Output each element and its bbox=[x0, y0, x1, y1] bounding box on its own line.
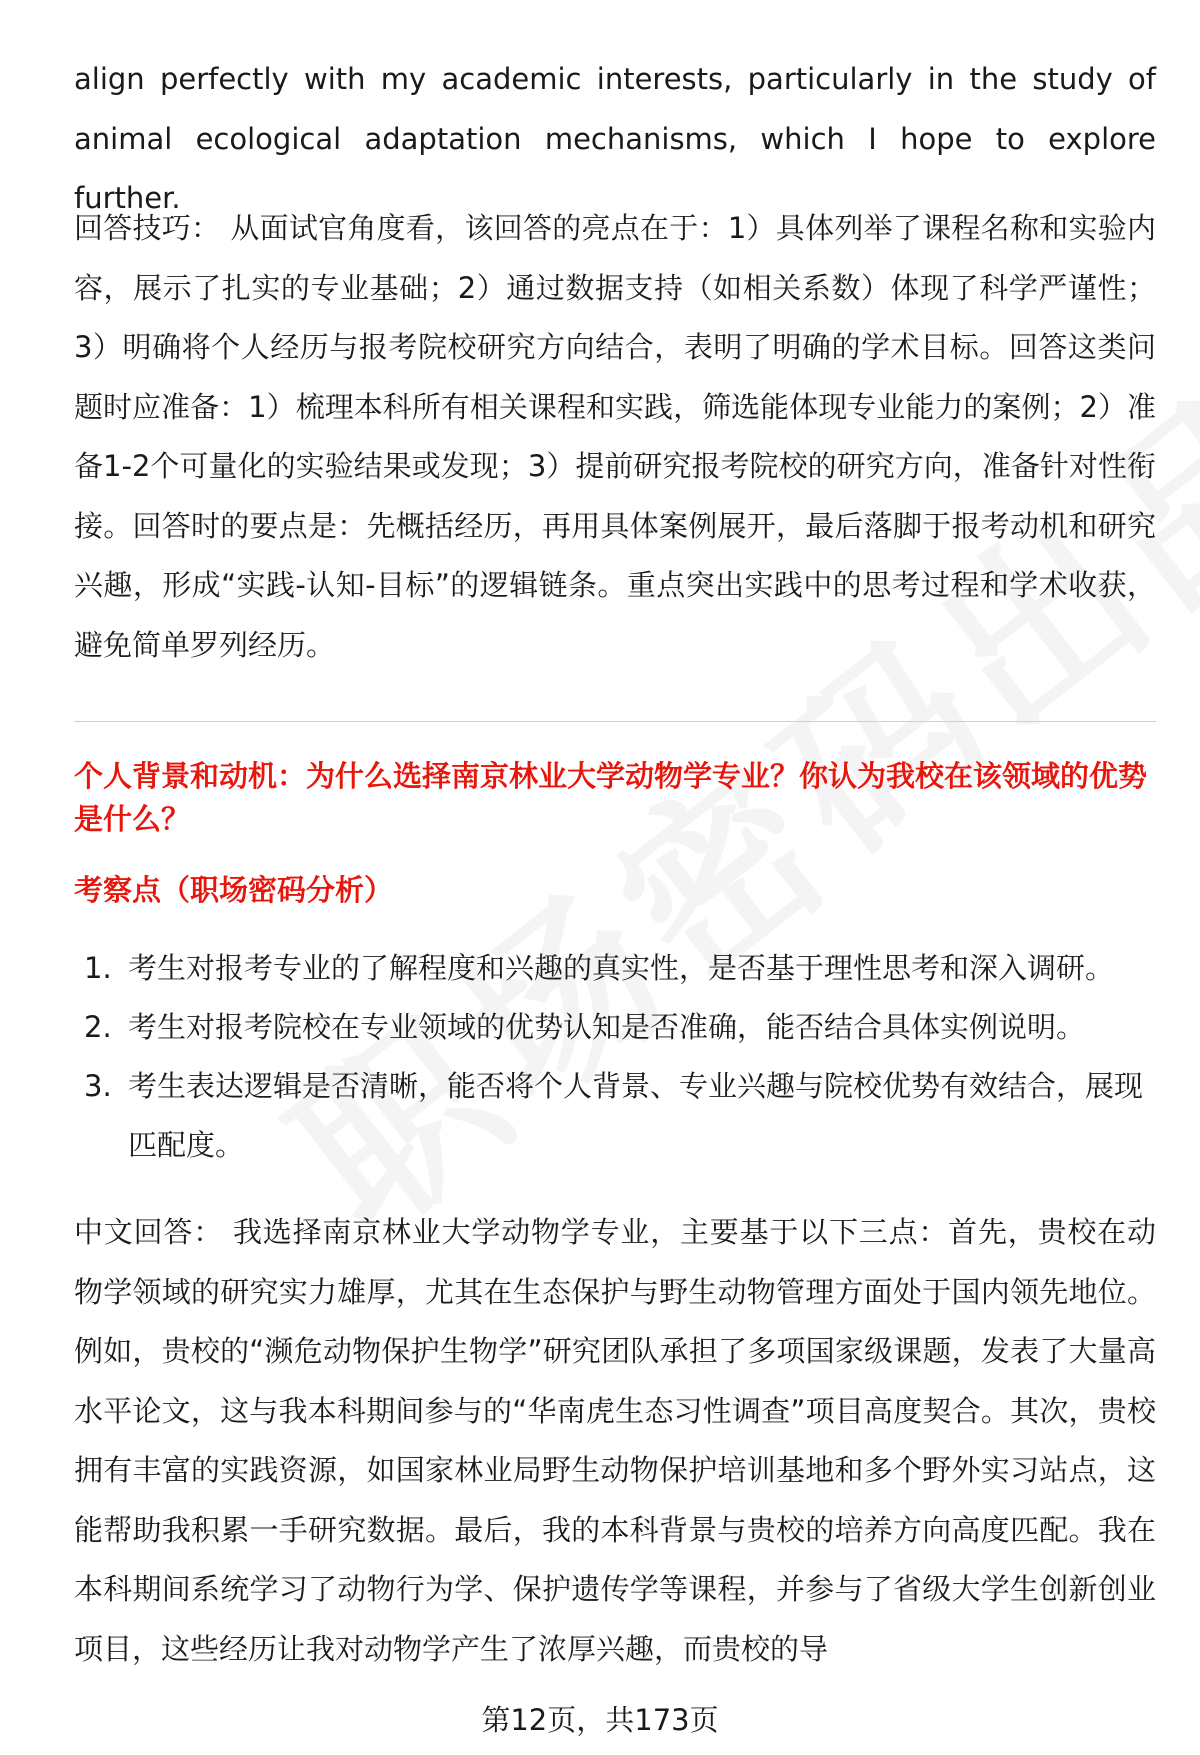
answer-tips-label: 回答技巧： bbox=[74, 211, 221, 245]
list-item-text: 考生表达逻辑是否清晰，能否将个人背景、专业兴趣与院校优势有效结合，展现匹配度。 bbox=[128, 1069, 1144, 1162]
page-number-footer: 第12页，共173页 bbox=[481, 1703, 719, 1737]
list-item bbox=[74, 998, 1156, 1057]
list-item-text: 考生对报考专业的了解程度和兴趣的真实性，是否基于理性思考和深入调研。 bbox=[128, 951, 1115, 985]
section-divider bbox=[74, 721, 1156, 722]
answer-tips-paragraph bbox=[74, 199, 1156, 675]
answer-tips-text: 从面试官角度看，该回答的亮点在于：1）具体列举了课程名称和实验内容，展示了扎实的专业基础；2）通过数据支持（如相关系数）体现了科学严谨性；3）明确将个人经历与报考院校研究方向结合，表明了明确的学术目标。回答这类问题时应准备：1）梳理本科所有相关课程和实践，筛选能体现专业能力的案例；2）准备1-2个可量化的实验结果或发现；3）提前研究报考院校的研究方向，准备针对性衔接。回答时的要点是：先概括经历，再用具体案例展开，最后落脚于报考动机和研究兴趣，形成“实践-认知-目标”的逻辑链条。重点突出实践中的思考过程和学术收获，避免简单罗列经历。 bbox=[74, 211, 1156, 662]
chinese-answer-paragraph bbox=[74, 1203, 1156, 1679]
chinese-answer-text: 我选择南京林业大学动物学专业，主要基于以下三点：首先，贵校在动物学领域的研究实力雄厚，尤其在生态保护与野生动物管理方面处于国内领先地位。例如，贵校的“濒危动物保护生物学”研究团队承担了多项国家级课题，发表了大量高水平论文，这与我本科期间参与的“华南虎生态习性调查”项目高度契合。其次，贵校拥有丰富的实践资源，如国家林业局野生动物保护培训基地和多个野外实习站点，这能帮助我积累一手研究数据。最后，我的本科背景与贵校的培养方向高度匹配。我在本科期间系统学习了动物行为学、保护遗传学等课程，并参与了省级大学生创新创业项目，这些经历让我对动物学产生了浓厚兴趣，而贵校的导 bbox=[74, 1215, 1156, 1666]
intro-paragraph: align perfectly with my academic interests, particularly in the study of animal ecological adaptation mechanisms, which I hope to explore further. bbox=[74, 62, 1156, 215]
question-heading: 个人背景和动机：为什么选择南京林业大学动物学专业？你认为我校在该领域的优势是什么？ bbox=[74, 759, 1148, 836]
list-item bbox=[74, 1057, 1156, 1175]
focus-heading: 考察点（职场密码分析） bbox=[74, 873, 394, 907]
list-item bbox=[74, 939, 1156, 998]
chinese-answer-label: 中文回答： bbox=[74, 1215, 223, 1249]
focus-list bbox=[74, 939, 1156, 1175]
list-item-number: 2. bbox=[84, 1010, 112, 1044]
list-item-number: 3. bbox=[84, 1069, 112, 1103]
list-item-number: 1. bbox=[84, 951, 112, 985]
list-item-text: 考生对报考院校在专业领域的优势认知是否准确，能否结合具体实例说明。 bbox=[128, 1010, 1086, 1044]
